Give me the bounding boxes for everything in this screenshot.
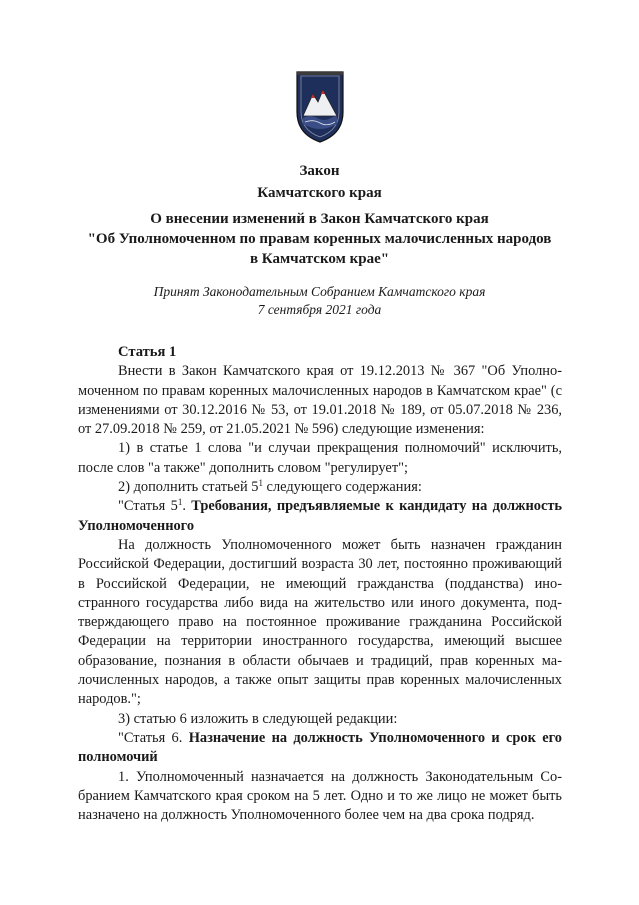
amendment-item-2 xyxy=(78,478,562,497)
new-article-dot: . xyxy=(182,498,192,515)
article6-prefix: "Статья 6. xyxy=(118,729,189,746)
document-title xyxy=(0,209,639,269)
adoption-note xyxy=(0,283,639,319)
new-article-heading xyxy=(78,497,562,536)
item2-text-b: следующего содержания: xyxy=(262,479,422,496)
title-line3: в Камчатском крае" xyxy=(249,251,390,267)
new-article-superscript: 1 xyxy=(177,497,183,508)
article6-heading xyxy=(78,729,562,768)
item2-superscript: 1 xyxy=(258,478,263,489)
amendment-item-3: 3) статью 6 изложить в следующей редакции: xyxy=(118,710,398,727)
law-heading xyxy=(0,160,639,204)
title-line1: О внесении изменений в Закон Камчатского края xyxy=(150,211,489,227)
article6-title: Назначение на должность Уполномоченного и срок его полномочий xyxy=(78,729,562,766)
law-heading-line2: Камчатского края xyxy=(257,185,382,201)
document-body xyxy=(78,340,562,825)
adoption-line1: Принят Законодательным Собранием Камчатского края xyxy=(153,284,486,299)
new-article-title: Требования, предъявляемые к кандидату на должность Уполномоченного xyxy=(78,498,563,534)
article-heading: Статья 1 xyxy=(118,344,177,360)
title-line2: "Об Уполномоченном по правам коренных малочисленных народов xyxy=(87,231,552,247)
amendment-item-1: 1) в статье 1 слова "и случаи прекращения полномочий" исключить, после слов "а также" дополнить словом "регулирует"; xyxy=(78,440,562,476)
kamchatka-coat-of-arms-icon xyxy=(293,68,347,146)
item2-text-a: 2) дополнить статьей 5 xyxy=(118,479,259,496)
article6-paragraph1: 1. Уполномоченный назначается на должность Законодательным Собранием Камчатского края сроком на 5 лет. Одно и то же лицо не может быть назначено на должность Уполномоченного более чем на два срока подряд. xyxy=(78,768,562,824)
adoption-line2: 7 сентября 2021 года xyxy=(257,302,382,317)
new-article-prefix: "Статья 5 xyxy=(118,498,178,515)
new-article-text: На должность Уполномоченного может быть назначен гражданин Российской Федерации, достигший возраста 30 лет, постоянно проживающий в Российской Федерации, не имеющий гражданства (подданства) иностранного государства либо вида на жительство или иного документа, подтверждающего право на постоянное проживание гражданина Российской Федерации на территории иностранного государства, имеющий высшее образование, познания в области обычаев и традиций, прав коренных малочисленных народов, а также опыт защиты прав коренных малочисленных народов."; xyxy=(78,536,562,708)
article-intro: Внести в Закон Камчатского края от 19.12.2013 № 367 "Об Уполномоченном по правам коренных малочисленных народов в Камчатском крае" (с изменениями от 30.12.2016 № 53, от 19.01.2018 № 189, от 05.07.2018 № 236, от 27.09.2018 № 259, от 21.05.2021 № 596) следующие изменения: xyxy=(78,363,562,438)
law-heading-line1: Закон xyxy=(299,163,340,179)
